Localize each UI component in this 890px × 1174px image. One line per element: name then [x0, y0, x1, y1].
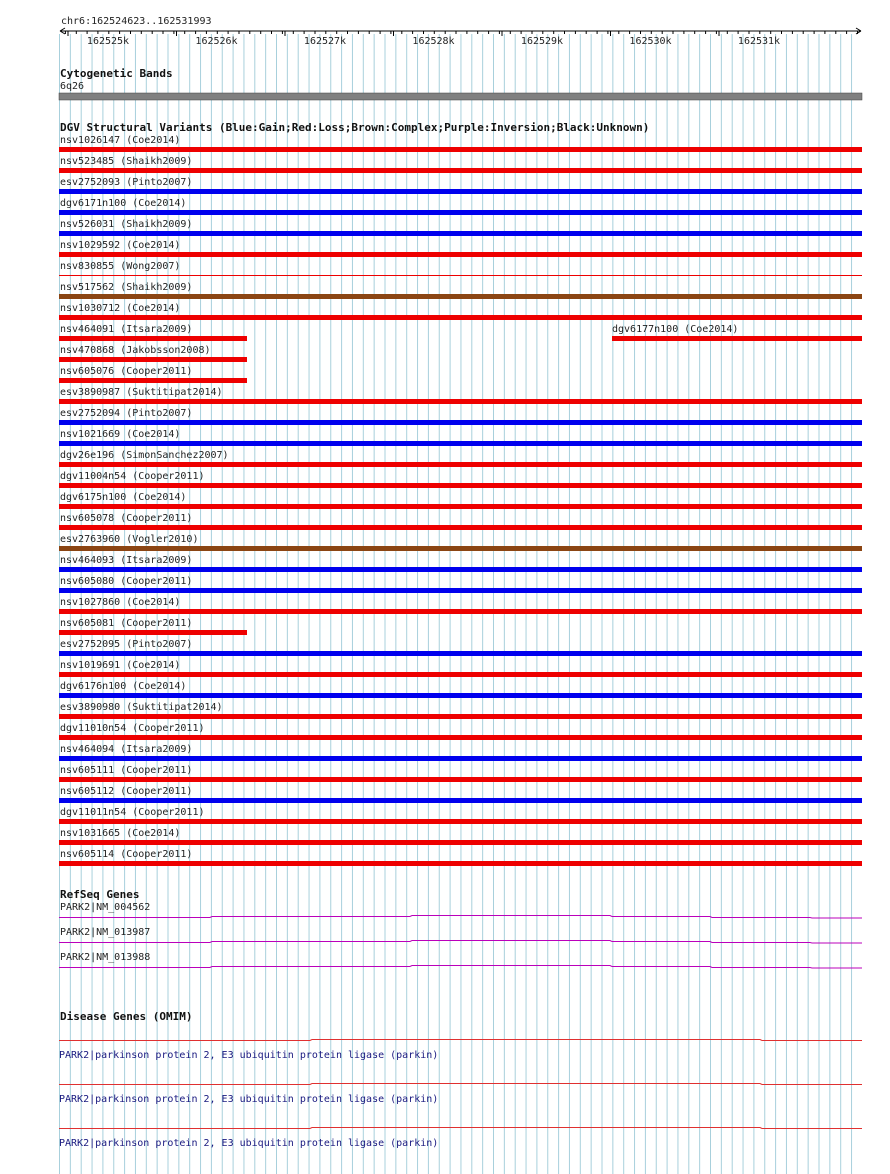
- dgv-variant-bar[interactable]: [59, 819, 862, 824]
- ruler-tick-label: 162528k: [412, 36, 455, 47]
- dgv-variant-label[interactable]: nsv1026147 (Coe2014): [60, 135, 181, 146]
- dgv-variant-bar[interactable]: [59, 651, 862, 656]
- dgv-variant-label[interactable]: dgv6177n100 (Coe2014): [612, 324, 739, 335]
- dgv-variant-bar[interactable]: [59, 210, 862, 215]
- refseq-title: RefSeq Genes: [60, 888, 140, 901]
- refseq-gene-label[interactable]: PARK2|NM_004562: [60, 902, 151, 913]
- dgv-variant-bar[interactable]: [59, 588, 862, 593]
- dgv-variant-bar[interactable]: [59, 798, 862, 803]
- dgv-variant-label[interactable]: esv2763960 (Vogler2010): [60, 534, 199, 545]
- cytoband-label: 6q26: [60, 81, 85, 92]
- dgv-variant-label[interactable]: esv2752094 (Pinto2007): [60, 408, 193, 419]
- dgv-variant-label[interactable]: nsv1027860 (Coe2014): [60, 597, 181, 608]
- cytoband-bar: [59, 93, 862, 100]
- dgv-variant-label[interactable]: nsv1030712 (Coe2014): [60, 303, 181, 314]
- dgv-variant-label[interactable]: dgv11010n54 (Cooper2011): [60, 723, 205, 734]
- dgv-title: DGV Structural Variants (Blue:Gain;Red:Loss;Brown:Complex;Purple:Inversion;Black:Unknown): [60, 121, 650, 134]
- dgv-variant-bar[interactable]: [59, 735, 862, 740]
- dgv-variant-label[interactable]: nsv470868 (Jakobsson2008): [60, 345, 211, 356]
- dgv-variant-bar[interactable]: [59, 420, 862, 425]
- refseq-gene-label[interactable]: PARK2|NM_013987: [60, 927, 151, 938]
- omim-gene-label[interactable]: PARK2|parkinson protein 2, E3 ubiquitin protein ligase (parkin): [59, 1094, 439, 1105]
- omim-gene-label[interactable]: PARK2|parkinson protein 2, E3 ubiquitin protein ligase (parkin): [59, 1050, 439, 1061]
- dgv-variant-label[interactable]: nsv605076 (Cooper2011): [60, 366, 193, 377]
- dgv-variant-bar[interactable]: [59, 693, 862, 698]
- dgv-variant-label[interactable]: dgv11011n54 (Cooper2011): [60, 807, 205, 818]
- dgv-variant-bar[interactable]: [59, 504, 862, 509]
- dgv-variant-bar[interactable]: [59, 441, 862, 446]
- dgv-variant-bar[interactable]: [59, 840, 862, 845]
- coordinate-label: chr6:162524623..162531993: [61, 16, 212, 27]
- ruler-tick-label: 162530k: [629, 36, 672, 47]
- dgv-variant-bar[interactable]: [59, 252, 862, 257]
- dgv-variant-bar[interactable]: [59, 525, 862, 530]
- dgv-variant-label[interactable]: esv3890987 (Suktitipat2014): [60, 387, 223, 398]
- dgv-variant-bar[interactable]: [59, 294, 862, 299]
- dgv-variant-bar[interactable]: [59, 378, 247, 383]
- ruler-tick-label: 162529k: [520, 36, 564, 47]
- dgv-variant-label[interactable]: esv2752093 (Pinto2007): [60, 177, 193, 188]
- dgv-variant-label[interactable]: nsv605111 (Cooper2011): [60, 765, 193, 776]
- dgv-variant-label[interactable]: nsv830855 (Wong2007): [60, 261, 181, 272]
- dgv-variant-label[interactable]: nsv1019691 (Coe2014): [60, 660, 181, 671]
- dgv-variant[interactable]: [612, 324, 862, 341]
- dgv-variant-label[interactable]: nsv1021669 (Coe2014): [60, 429, 181, 440]
- dgv-variant-bar[interactable]: [59, 315, 862, 320]
- omim-title: Disease Genes (OMIM): [60, 1010, 193, 1023]
- dgv-variant-bar[interactable]: [59, 462, 862, 467]
- dgv-variant-label[interactable]: nsv605081 (Cooper2011): [60, 618, 193, 629]
- ruler-tick-label: 162527k: [303, 36, 347, 47]
- dgv-variant-bar[interactable]: [59, 567, 862, 572]
- dgv-variant-bar[interactable]: [59, 189, 862, 194]
- dgv-variant[interactable]: [59, 618, 247, 635]
- dgv-variant[interactable]: [59, 324, 247, 341]
- dgv-variant-bar[interactable]: [612, 336, 862, 341]
- ruler-tick-label: 162526k: [195, 36, 238, 47]
- dgv-variant-label[interactable]: nsv526031 (Shaikh2009): [60, 219, 193, 230]
- dgv-variant-label[interactable]: nsv464093 (Itsara2009): [60, 555, 193, 566]
- dgv-variant-bar[interactable]: [59, 777, 862, 782]
- dgv-variant-label[interactable]: dgv6175n100 (Coe2014): [60, 492, 187, 503]
- dgv-variant-bar[interactable]: [59, 168, 862, 173]
- dgv-variant-label[interactable]: nsv605078 (Cooper2011): [60, 513, 193, 524]
- dgv-variant-label[interactable]: nsv464094 (Itsara2009): [60, 744, 193, 755]
- dgv-variant[interactable]: [59, 345, 247, 362]
- dgv-variant-label[interactable]: dgv11004n54 (Cooper2011): [60, 471, 205, 482]
- dgv-variant-bar[interactable]: [59, 483, 862, 488]
- omim-gene-label[interactable]: PARK2|parkinson protein 2, E3 ubiquitin protein ligase (parkin): [59, 1138, 439, 1149]
- dgv-variant-label[interactable]: dgv26e196 (SimonSanchez2007): [60, 450, 229, 461]
- dgv-variant-bar[interactable]: [59, 756, 862, 761]
- refseq-gene-label[interactable]: PARK2|NM_013988: [60, 952, 151, 963]
- dgv-variant-bar[interactable]: [59, 714, 862, 719]
- dgv-variant-label[interactable]: esv2752095 (Pinto2007): [60, 639, 193, 650]
- dgv-variant-bar[interactable]: [59, 546, 862, 551]
- dgv-variant-bar[interactable]: [59, 275, 862, 276]
- cytogenetic-title: Cytogenetic Bands: [60, 67, 173, 80]
- dgv-variant-label[interactable]: nsv1029592 (Coe2014): [60, 240, 181, 251]
- dgv-variant-label[interactable]: dgv6171n100 (Coe2014): [60, 198, 187, 209]
- dgv-variant-label[interactable]: nsv605080 (Cooper2011): [60, 576, 193, 587]
- dgv-variant-bar[interactable]: [59, 399, 862, 404]
- dgv-variant-bar[interactable]: [59, 231, 862, 236]
- dgv-variant-label[interactable]: nsv605112 (Cooper2011): [60, 786, 193, 797]
- dgv-variant-bar[interactable]: [59, 609, 862, 614]
- dgv-variant-label[interactable]: dgv6176n100 (Coe2014): [60, 681, 187, 692]
- dgv-variant-label[interactable]: nsv464091 (Itsara2009): [60, 324, 193, 335]
- dgv-variant-bar[interactable]: [59, 672, 862, 677]
- dgv-variant-bar[interactable]: [59, 630, 247, 635]
- dgv-variant-label[interactable]: esv3890980 (Suktitipat2014): [60, 702, 223, 713]
- dgv-variant-label[interactable]: nsv517562 (Shaikh2009): [60, 282, 193, 293]
- dgv-variant-label[interactable]: nsv605114 (Cooper2011): [60, 849, 193, 860]
- ruler-tick-label: 162531k: [737, 36, 781, 47]
- dgv-variant-label[interactable]: nsv1031665 (Coe2014): [60, 828, 181, 839]
- dgv-variant-bar[interactable]: [59, 336, 247, 341]
- dgv-variant-bar[interactable]: [59, 861, 862, 866]
- ruler-tick-label: 162525k: [86, 36, 130, 47]
- dgv-variant-bar[interactable]: [59, 357, 247, 362]
- dgv-variant[interactable]: [59, 366, 247, 383]
- dgv-variant-label[interactable]: nsv523485 (Shaikh2009): [60, 156, 193, 167]
- dgv-variant-bar[interactable]: [59, 147, 862, 152]
